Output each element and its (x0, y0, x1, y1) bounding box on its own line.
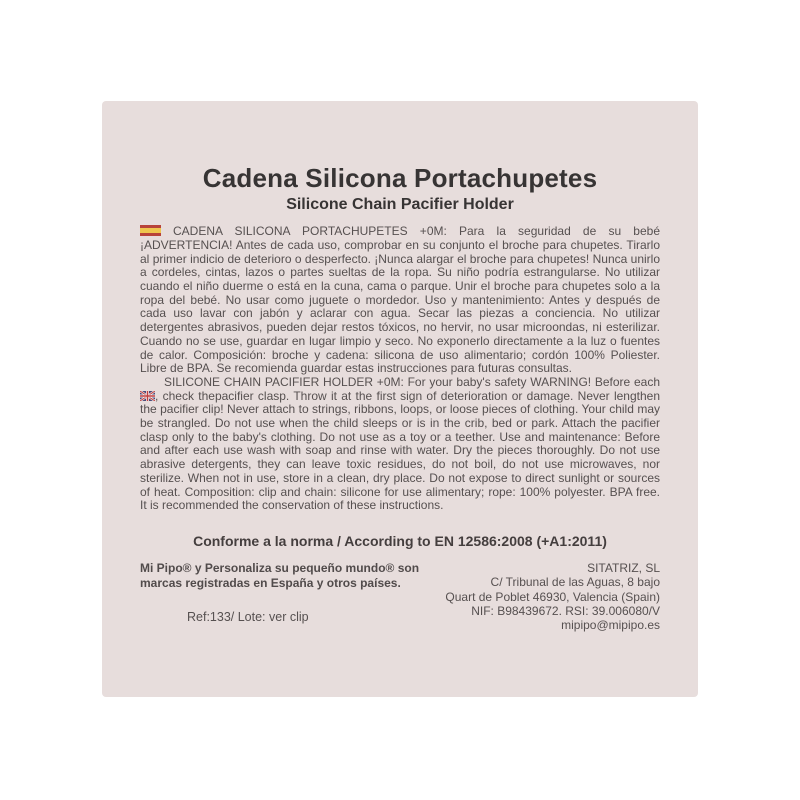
product-subtitle: Silicone Chain Pacifier Holder (286, 196, 514, 214)
product-label-card (102, 101, 698, 697)
compliance-standard-line: Conforme a la norma / According to EN 12586:2008 (+A1:2011) (193, 532, 607, 549)
spain-flag-icon (140, 225, 161, 236)
footer-left-column (140, 561, 420, 624)
uk-flag-icon (140, 391, 155, 401)
company-address-block (445, 561, 660, 632)
product-title: Cadena Silicona Portachupetes (202, 163, 598, 193)
english-warning-text-before-flag: SILICONE CHAIN PACIFIER HOLDER +0M: For your baby's safety WARNING! Before each (164, 374, 660, 389)
spanish-warning-paragraph (140, 225, 660, 376)
company-name: SITATRIZ, SL (587, 560, 660, 575)
trademark-notice: Mi Pipo® y Personaliza su pequeño mundo® son marcas registradas en España y otros países. (140, 560, 420, 591)
english-warning-paragraph (140, 376, 660, 513)
spanish-warning-text: CADENA SILICONA PORTACHUPETES +0M: Para la seguridad de su bebé ¡ADVERTENCIA! Antes de cada uso, comprobar en su conjunto el broche para chupetes. Tirarlo al primer indicio de deterioro o desperfecto. ¡Nunca alargar el broche para chupetes! Nunca unirlo a cordeles, cintas, lazos o partes sueltas de la ropa. Su niño podría estrangularse. No utilizar cuando el niño duerme o está en la cuna, cama o parque. Unir el broche para chupetes solo a la ropa del bebé. No usar como juguete o mordedor. Uso y mantenimiento: Antes y después de cada uso lavar con jabón y aclarar con agua. Secar las piezas a conciencia. No utilizar detergentes abrasivos, pueden dejar restos tóxicos, no hervir, no usar microondas, ni esterilizar. Cuando no se use, guardar en lugar limpio y seco. No exponerlo directamente a la luz o fuentes de calor. Composición: broche y cadena: silicona de uso alimentario; cordón 100% Poliester. Libre de BPA. Se recomienda guardar estas instrucciones para futuras consultas. (140, 224, 660, 376)
company-email: mipipo@mipipo.es (561, 618, 660, 633)
company-address-line2: Quart de Poblet 46930, Valencia (Spain) (445, 589, 660, 604)
ref-lot-line: Ref:133/ Lote: ver clip (187, 609, 309, 624)
english-warning-text-after-flag: , check thepacifier clasp. Throw it at the first sign of deterioration or damage. Never lengthen the pacifier clip! Never attach to strings, ribbons, loops, or loose pieces of clothing. Your child may be strangled. Do not use when the child sleeps or is in the crib, bed or park. Attach the pacifier clasp only to the baby's clothing. Do not use as a toy or a teether. Use and maintenance: Before and after each use wash with soap and rinse with water. Dry the pieces thoroughly. Do not use abrasive detergents, they can leave toxic residues, do not boil, do not use microwaves, nor sterilize. When not in use, store in a clean, dry place. Do not expose to direct sunlight or sources of heat. Composition: clip and chain: silicone for use alimentary; rope: 100% polyester. BPA free. It is recommended the conservation of these instructions. (140, 388, 660, 513)
instructions-body (140, 225, 660, 513)
company-address-line1: C/ Tribunal de las Aguas, 8 bajo (490, 575, 660, 590)
label-footer (140, 561, 660, 632)
company-registration: NIF: B98439672. RSI: 39.006080/V (471, 603, 660, 618)
